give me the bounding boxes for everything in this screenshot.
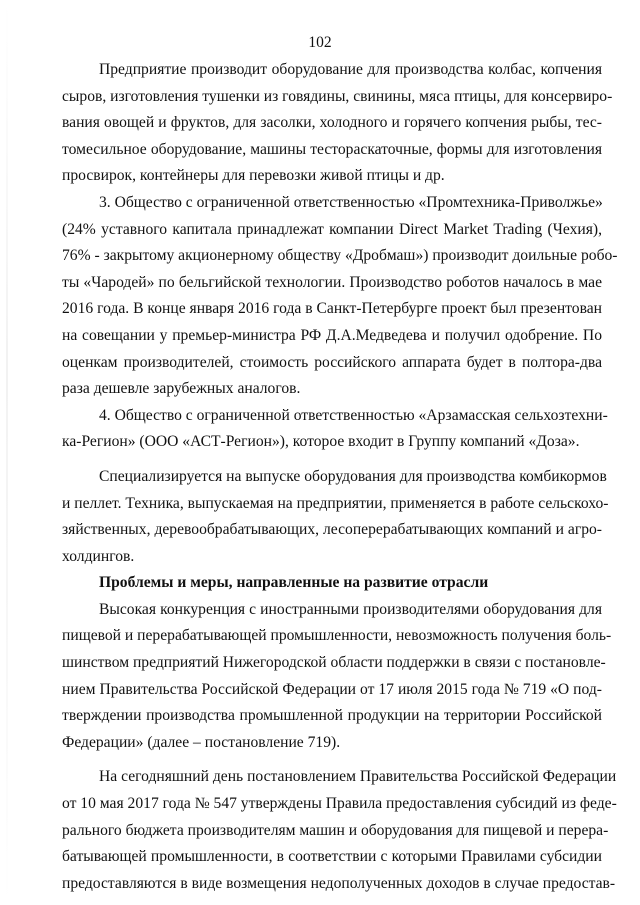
text-line: и пеллет. Техника, выпускаемая на предприятии, применяется в работе сельскохо- bbox=[62, 494, 609, 512]
text-line: 4. Общество с ограниченной ответственностью «Арзамасская сельхозтехни- bbox=[99, 406, 608, 424]
text-line: зяйственных, деревообрабатывающих, лесоперерабатывающих компаний и агро- bbox=[62, 521, 602, 539]
paragraph-gap bbox=[62, 756, 602, 764]
text-line: На сегодняшний день постановлением Правительства Российской Федерации bbox=[99, 768, 617, 786]
text-line: на совещании у премьер-министра РФ Д.А.Медведева и получил одобрение. По bbox=[62, 326, 602, 344]
text-line: Специализируется на выпуске оборудования для производства комбикормов bbox=[99, 467, 607, 485]
text-line: томесильное оборудование, машины тестораскаточные, формы для изготовления bbox=[62, 140, 602, 158]
text-line: Высокая конкуренция с иностранными производителями оборудования для bbox=[99, 600, 602, 618]
text-line: оценкам производителей, стоимость российского аппарата будет в полтора-два bbox=[62, 353, 602, 371]
text-line: ка-Регион» (ООО «АСТ-Регион»), которое входит в Группу компаний «Доза». bbox=[62, 433, 580, 451]
paragraph bbox=[62, 57, 613, 190]
text-line: раза дешевле зарубежных аналогов. bbox=[62, 380, 301, 398]
text-line: (24% уставного капитала принадлежат компании Direct Market Trading (Чехия), bbox=[62, 220, 602, 238]
text-line: просвирок, контейнеры для перевозки живой птицы и др. bbox=[62, 167, 445, 185]
page-body bbox=[62, 57, 618, 897]
text-line: холдингов. bbox=[62, 547, 135, 565]
text-line: нием Правительства Российской Федерации от 17 июля 2015 года № 719 «О под- bbox=[62, 680, 602, 698]
text-line: 76% - закрытому акционерному обществу «Дробмаш») производит доильные робо- bbox=[62, 247, 618, 265]
text-line: шинством предприятий Нижегородской области поддержки в связи с постановле- bbox=[62, 654, 606, 672]
section-heading: Проблемы и меры, направленные на развитие отрасли bbox=[99, 574, 489, 592]
text-line: от 10 мая 2017 года № 547 утверждены Правила предоставления субсидий из феде- bbox=[62, 795, 617, 813]
text-line: вания овощей и фруктов, для засолки, холодного и горячего копчения рыбы, тес- bbox=[62, 114, 602, 132]
text-line: пищевой и перерабатывающей промышленности, невозможность получения боль- bbox=[62, 627, 612, 645]
text-line: сыров, изготовления тушенки из говядины, свинины, мяса птицы, для консервиро- bbox=[62, 87, 613, 105]
paragraph bbox=[62, 403, 608, 456]
paragraph bbox=[62, 597, 612, 757]
paragraph bbox=[62, 464, 609, 570]
text-line: предоставляются в виде возмещения недополученных доходов в случае предостав- bbox=[62, 874, 616, 892]
scan-edge-shadow bbox=[6, 0, 8, 905]
text-line: ты «Чародей» по бельгийской технологии. Производство роботов началось в мае bbox=[62, 273, 602, 291]
text-line: батывающей промышленности, в соответствии с которыми Правилами субсидии bbox=[62, 848, 602, 866]
text-line: тверждении производства промышленной продукции на территории Российской bbox=[62, 707, 602, 725]
paragraph-gap bbox=[62, 456, 602, 464]
paragraph bbox=[62, 190, 618, 403]
page-number: 102 bbox=[308, 34, 332, 51]
text-line: рального бюджета производителям машин и оборудования для пищевой и перера- bbox=[62, 821, 609, 839]
text-line: 3. Общество с ограниченной ответственностью «Промтехника-Приволжье» bbox=[99, 193, 603, 211]
text-line: Федерации» (далее – постановление 719). bbox=[62, 733, 341, 751]
text-line: 2016 года. В конце января 2016 года в Санкт-Петербурге проект был презентован bbox=[62, 300, 602, 318]
text-line: Предприятие производит оборудование для производства колбас, копчения bbox=[99, 61, 602, 78]
paragraph bbox=[62, 764, 617, 897]
